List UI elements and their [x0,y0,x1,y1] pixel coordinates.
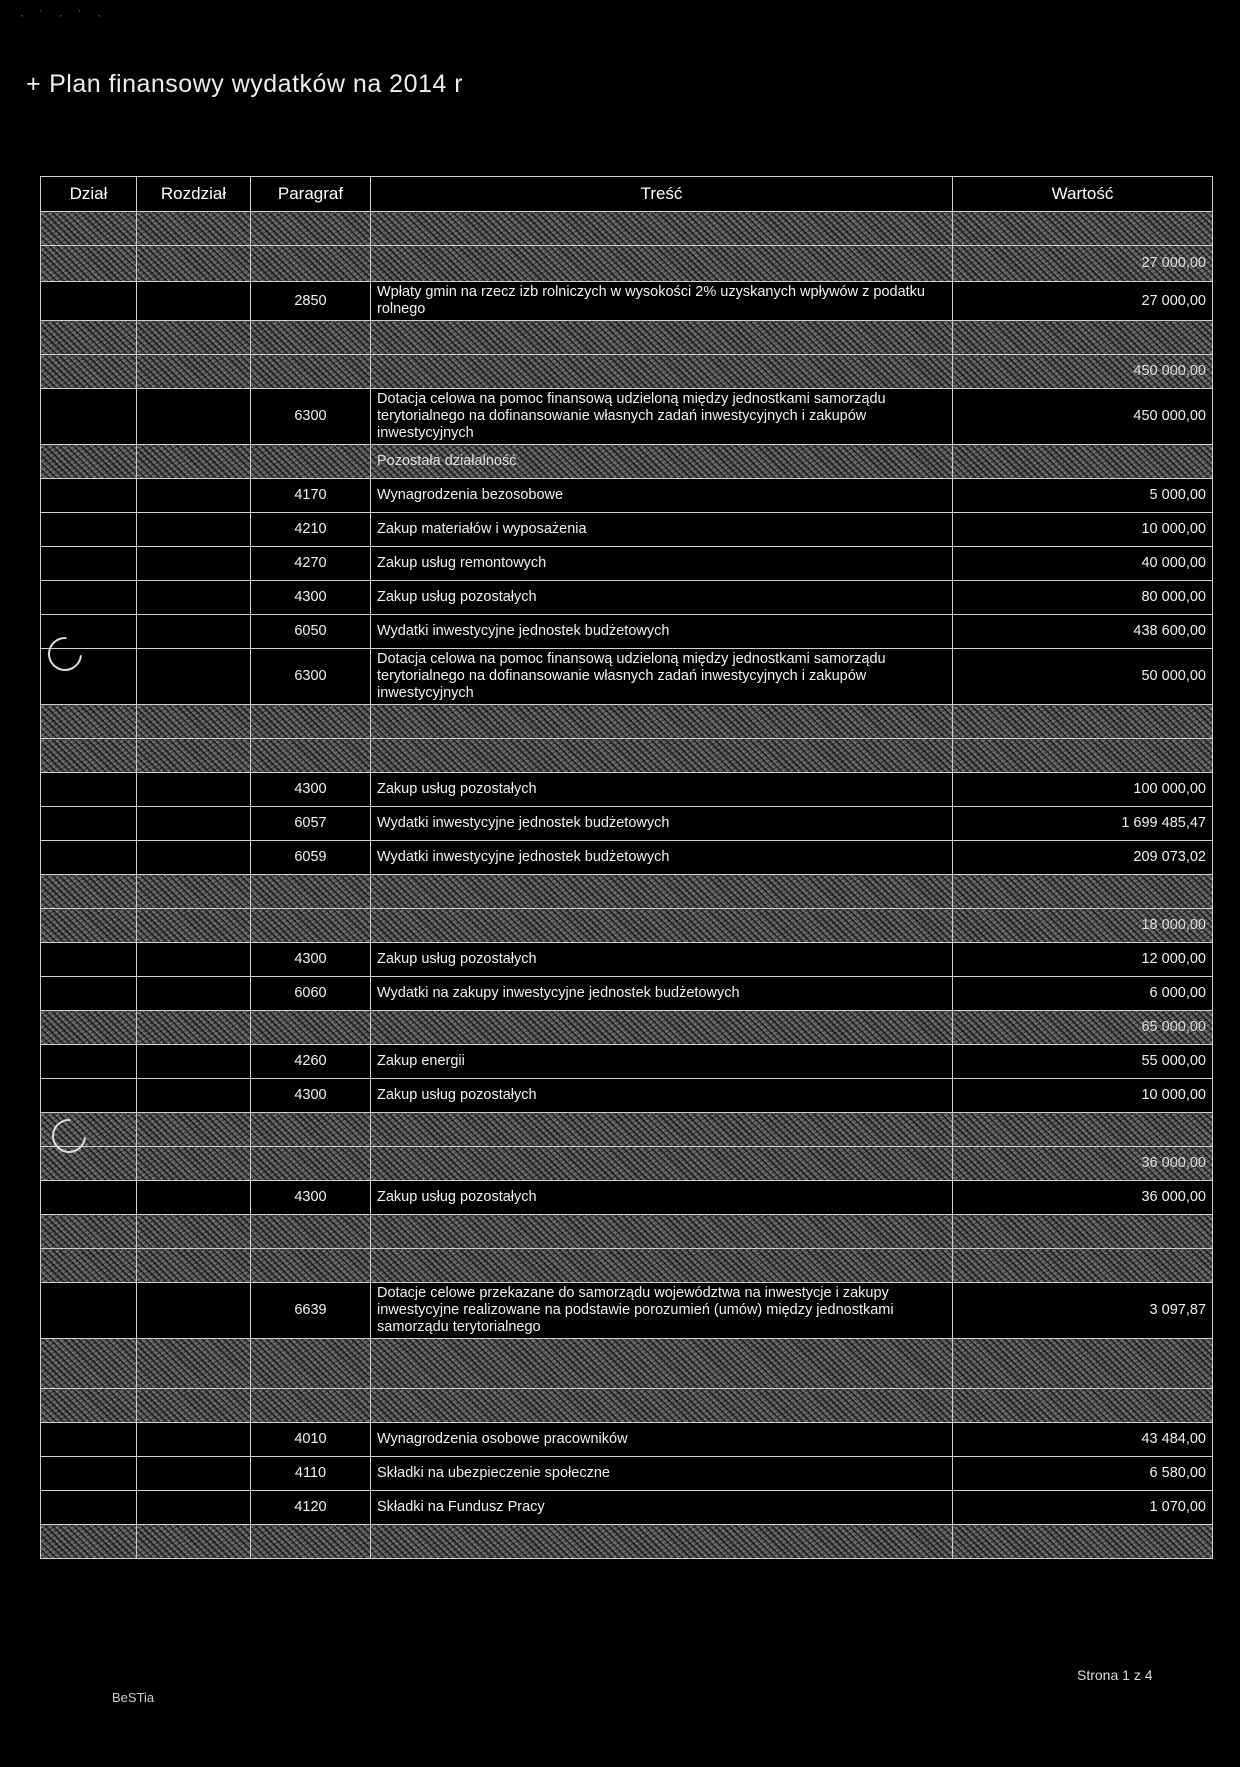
table-row-dzial [41,1339,1213,1389]
cell-paragraf [251,445,371,479]
cell-wartosc: 27 000,00 [953,246,1213,282]
cell-paragraf: 4110 [251,1457,371,1491]
cell-tresc: Składki na ubezpieczenie społeczne [371,1457,953,1491]
table-row [41,1283,1213,1339]
cell-wartosc: 438 600,00 [953,615,1213,649]
table-row-dzial [41,875,1213,909]
cell-dzial [41,1283,137,1339]
cell-paragraf [251,1249,371,1283]
page-title [26,70,463,99]
cell-paragraf: 4210 [251,513,371,547]
cell-rozdzial [137,1011,251,1045]
cell-paragraf [251,1215,371,1249]
cell-tresc: Zakup usług remontowych [371,547,953,581]
table-row [41,1491,1213,1525]
cell-rozdzial [137,875,251,909]
cell-paragraf: 4270 [251,547,371,581]
cell-paragraf [251,875,371,909]
table-row-dzial [41,321,1213,355]
cell-tresc: Dotacje celowe przekazane do samorządu województwa na inwestycje i zakupy inwestycyjne realizowane na podstawie porozumień (umów) między jednostkami samorządu terytorialnego [371,1283,953,1339]
cell-wartosc [953,321,1213,355]
cell-dzial [41,389,137,445]
table-row [41,1423,1213,1457]
cell-paragraf [251,1339,371,1389]
cell-wartosc [953,1389,1213,1423]
table-row [41,581,1213,615]
table-row-dzial [41,705,1213,739]
cell-wartosc: 43 484,00 [953,1423,1213,1457]
cell-tresc: Wynagrodzenia bezosobowe [371,479,953,513]
cell-wartosc [953,1249,1213,1283]
cell-paragraf: 6057 [251,807,371,841]
cell-rozdzial [137,321,251,355]
cell-dzial [41,1389,137,1423]
cell-dzial [41,1423,137,1457]
table-row [41,1045,1213,1079]
cell-tresc: Wydatki inwestycyjne jednostek budżetowych [371,807,953,841]
cell-wartosc: 36 000,00 [953,1147,1213,1181]
cell-tresc: Zakup energii [371,1045,953,1079]
table-row-rozdzial [41,246,1213,282]
cell-wartosc: 209 073,02 [953,841,1213,875]
table-row [41,773,1213,807]
cell-wartosc: 450 000,00 [953,355,1213,389]
cell-wartosc [953,875,1213,909]
table-row-rozdzial [41,739,1213,773]
cell-tresc: Zakup materiałów i wyposażenia [371,513,953,547]
table-row-rozdzial [41,445,1213,479]
cell-paragraf: 4170 [251,479,371,513]
cell-wartosc [953,1113,1213,1147]
cell-paragraf: 4300 [251,773,371,807]
cell-dzial [41,581,137,615]
cell-tresc [371,875,953,909]
cell-tresc: Wydatki inwestycyjne jednostek budżetowych [371,615,953,649]
cell-dzial [41,1491,137,1525]
cell-dzial [41,875,137,909]
cell-dzial [41,445,137,479]
header-paragraf: Paragraf [251,177,371,212]
cell-wartosc: 5 000,00 [953,479,1213,513]
cell-rozdzial [137,1215,251,1249]
cell-tresc [371,1389,953,1423]
cell-rozdzial [137,705,251,739]
cell-wartosc: 12 000,00 [953,943,1213,977]
cell-dzial [41,1045,137,1079]
table-row [41,479,1213,513]
cell-wartosc [953,1339,1213,1389]
cell-wartosc: 55 000,00 [953,1045,1213,1079]
cell-tresc: Dotacja celowa na pomoc finansową udzieloną między jednostkami samorządu terytorialnego na dofinansowanie własnych zadań inwestycyjnych i zakupów inwestycyjnych [371,389,953,445]
table-row-rozdzial [41,355,1213,389]
cell-rozdzial [137,445,251,479]
cell-paragraf: 6300 [251,649,371,705]
cell-rozdzial [137,1113,251,1147]
cell-tresc: Zakup usług pozostałych [371,773,953,807]
cell-wartosc: 6 580,00 [953,1457,1213,1491]
cell-dzial [41,943,137,977]
cell-paragraf: 4120 [251,1491,371,1525]
cell-dzial [41,1249,137,1283]
cell-wartosc: 40 000,00 [953,547,1213,581]
cell-rozdzial [137,355,251,389]
cell-paragraf: 4300 [251,1079,371,1113]
table-row-rozdzial [41,1389,1213,1423]
header-tresc: Treść [371,177,953,212]
cell-wartosc: 450 000,00 [953,389,1213,445]
cell-rozdzial [137,282,251,321]
cell-wartosc: 1 070,00 [953,1491,1213,1525]
cell-wartosc [953,212,1213,246]
cell-paragraf: 4300 [251,943,371,977]
table-row-rozdzial [41,1011,1213,1045]
cell-tresc: Zakup usług pozostałych [371,581,953,615]
cell-paragraf: 6050 [251,615,371,649]
cell-rozdzial [137,841,251,875]
cell-paragraf: 6639 [251,1283,371,1339]
cell-tresc: Wpłaty gmin na rzecz izb rolniczych w wysokości 2% uzyskanych wpływów z podatku rolnego [371,282,953,321]
cell-rozdzial [137,807,251,841]
cell-dzial [41,739,137,773]
cell-rozdzial [137,1045,251,1079]
table-row [41,807,1213,841]
cell-wartosc [953,1215,1213,1249]
cell-wartosc: 27 000,00 [953,282,1213,321]
cell-paragraf [251,1525,371,1559]
cell-wartosc: 65 000,00 [953,1011,1213,1045]
cell-dzial [41,547,137,581]
table-row [41,841,1213,875]
cell-dzial [41,1457,137,1491]
cell-wartosc [953,739,1213,773]
cell-paragraf [251,1389,371,1423]
cell-dzial [41,977,137,1011]
cell-tresc [371,321,953,355]
cell-paragraf: 6060 [251,977,371,1011]
table-header-row [41,177,1213,212]
cell-tresc [371,1147,953,1181]
cell-rozdzial [137,246,251,282]
cell-rozdzial [137,581,251,615]
cell-wartosc [953,445,1213,479]
cell-rozdzial [137,547,251,581]
table-row [41,977,1213,1011]
page-title-text: Plan finansowy wydatków na 2014 r [49,70,464,98]
cell-dzial [41,1525,137,1559]
cell-rozdzial [137,479,251,513]
footer-code: BeSTia [112,1690,155,1705]
plus-icon: + [26,70,42,98]
cell-paragraf [251,321,371,355]
table-row [41,649,1213,705]
cell-tresc [371,355,953,389]
table-row [41,943,1213,977]
table-row [41,389,1213,445]
table-row-rozdzial [41,1249,1213,1283]
header-dzial: Dział [41,177,137,212]
page-number: Strona 1 z 4 [1077,1667,1153,1683]
cell-paragraf [251,739,371,773]
cell-dzial [41,321,137,355]
cell-wartosc: 18 000,00 [953,909,1213,943]
cell-wartosc: 36 000,00 [953,1181,1213,1215]
header-wartosc: Wartość [953,177,1213,212]
cell-dzial [41,1011,137,1045]
cell-rozdzial [137,1389,251,1423]
cell-rozdzial [137,739,251,773]
cell-dzial [41,909,137,943]
header-rozdzial: Rozdział [137,177,251,212]
cell-tresc: Wydatki na zakupy inwestycyjne jednostek budżetowych [371,977,953,1011]
cell-tresc: Zakup usług pozostałych [371,1079,953,1113]
table-row [41,547,1213,581]
cell-paragraf [251,1011,371,1045]
cell-paragraf [251,355,371,389]
cell-tresc [371,1339,953,1389]
cell-rozdzial [137,212,251,246]
cell-paragraf: 4300 [251,1181,371,1215]
cell-tresc: Składki na Fundusz Pracy [371,1491,953,1525]
cell-tresc [371,1113,953,1147]
cell-tresc: Dotacja celowa na pomoc finansową udzieloną między jednostkami samorządu terytorialnego na dofinansowanie własnych zadań inwestycyjnych i zakupów inwestycyjnych [371,649,953,705]
cell-dzial [41,1215,137,1249]
table-row [41,615,1213,649]
table-row [41,513,1213,547]
cell-tresc [371,246,953,282]
scan-specks: · ˙ · ˙ · [20,8,108,22]
table-row-rozdzial [41,909,1213,943]
table-row [41,1079,1213,1113]
cell-rozdzial [137,615,251,649]
cell-wartosc: 10 000,00 [953,513,1213,547]
cell-rozdzial [137,1491,251,1525]
cell-rozdzial [137,1457,251,1491]
cell-paragraf [251,1147,371,1181]
cell-rozdzial [137,1181,251,1215]
table-row-rozdzial [41,1525,1213,1559]
cell-rozdzial [137,1339,251,1389]
cell-tresc: Pozostała działalność [371,445,953,479]
cell-tresc [371,1215,953,1249]
table-row [41,1181,1213,1215]
cell-dzial [41,1079,137,1113]
cell-rozdzial [137,943,251,977]
table-row-dzial [41,212,1213,246]
cell-wartosc: 10 000,00 [953,1079,1213,1113]
cell-paragraf: 6300 [251,389,371,445]
cell-tresc: Wydatki inwestycyjne jednostek budżetowych [371,841,953,875]
cell-tresc [371,1525,953,1559]
cell-tresc [371,212,953,246]
cell-paragraf: 4260 [251,1045,371,1079]
cell-rozdzial [137,1147,251,1181]
cell-wartosc [953,705,1213,739]
table-row-dzial [41,1215,1213,1249]
cell-dzial [41,479,137,513]
cell-wartosc: 100 000,00 [953,773,1213,807]
cell-dzial [41,282,137,321]
cell-rozdzial [137,773,251,807]
cell-paragraf: 4300 [251,581,371,615]
cell-rozdzial [137,1525,251,1559]
cell-rozdzial [137,1249,251,1283]
cell-tresc: Wynagrodzenia osobowe pracowników [371,1423,953,1457]
cell-tresc [371,1011,953,1045]
cell-dzial [41,1181,137,1215]
cell-rozdzial [137,1423,251,1457]
cell-rozdzial [137,909,251,943]
cell-wartosc: 80 000,00 [953,581,1213,615]
cell-tresc [371,909,953,943]
cell-rozdzial [137,1079,251,1113]
cell-tresc: Zakup usług pozostałych [371,1181,953,1215]
cell-paragraf: 4010 [251,1423,371,1457]
cell-tresc [371,1249,953,1283]
cell-paragraf: 6059 [251,841,371,875]
cell-dzial [41,1147,137,1181]
cell-dzial [41,513,137,547]
cell-paragraf [251,705,371,739]
cell-rozdzial [137,513,251,547]
cell-paragraf [251,212,371,246]
cell-wartosc: 50 000,00 [953,649,1213,705]
cell-wartosc: 3 097,87 [953,1283,1213,1339]
table-row-dzial [41,1113,1213,1147]
table-body [41,212,1213,1559]
cell-rozdzial [137,1283,251,1339]
cell-wartosc: 6 000,00 [953,977,1213,1011]
cell-dzial [41,1339,137,1389]
cell-rozdzial [137,649,251,705]
cell-paragraf: 2850 [251,282,371,321]
cell-dzial [41,212,137,246]
cell-tresc [371,739,953,773]
cell-wartosc [953,1525,1213,1559]
cell-dzial [41,773,137,807]
cell-dzial [41,841,137,875]
cell-paragraf [251,1113,371,1147]
table-row-rozdzial [41,1147,1213,1181]
cell-rozdzial [137,389,251,445]
cell-dzial [41,355,137,389]
cell-tresc: Zakup usług pozostałych [371,943,953,977]
budget-table [40,176,1213,1559]
cell-dzial [41,807,137,841]
table-row [41,1457,1213,1491]
table-row [41,282,1213,321]
cell-paragraf [251,246,371,282]
cell-wartosc: 1 699 485,47 [953,807,1213,841]
cell-dzial [41,705,137,739]
cell-paragraf [251,909,371,943]
cell-dzial [41,246,137,282]
cell-rozdzial [137,977,251,1011]
cell-tresc [371,705,953,739]
